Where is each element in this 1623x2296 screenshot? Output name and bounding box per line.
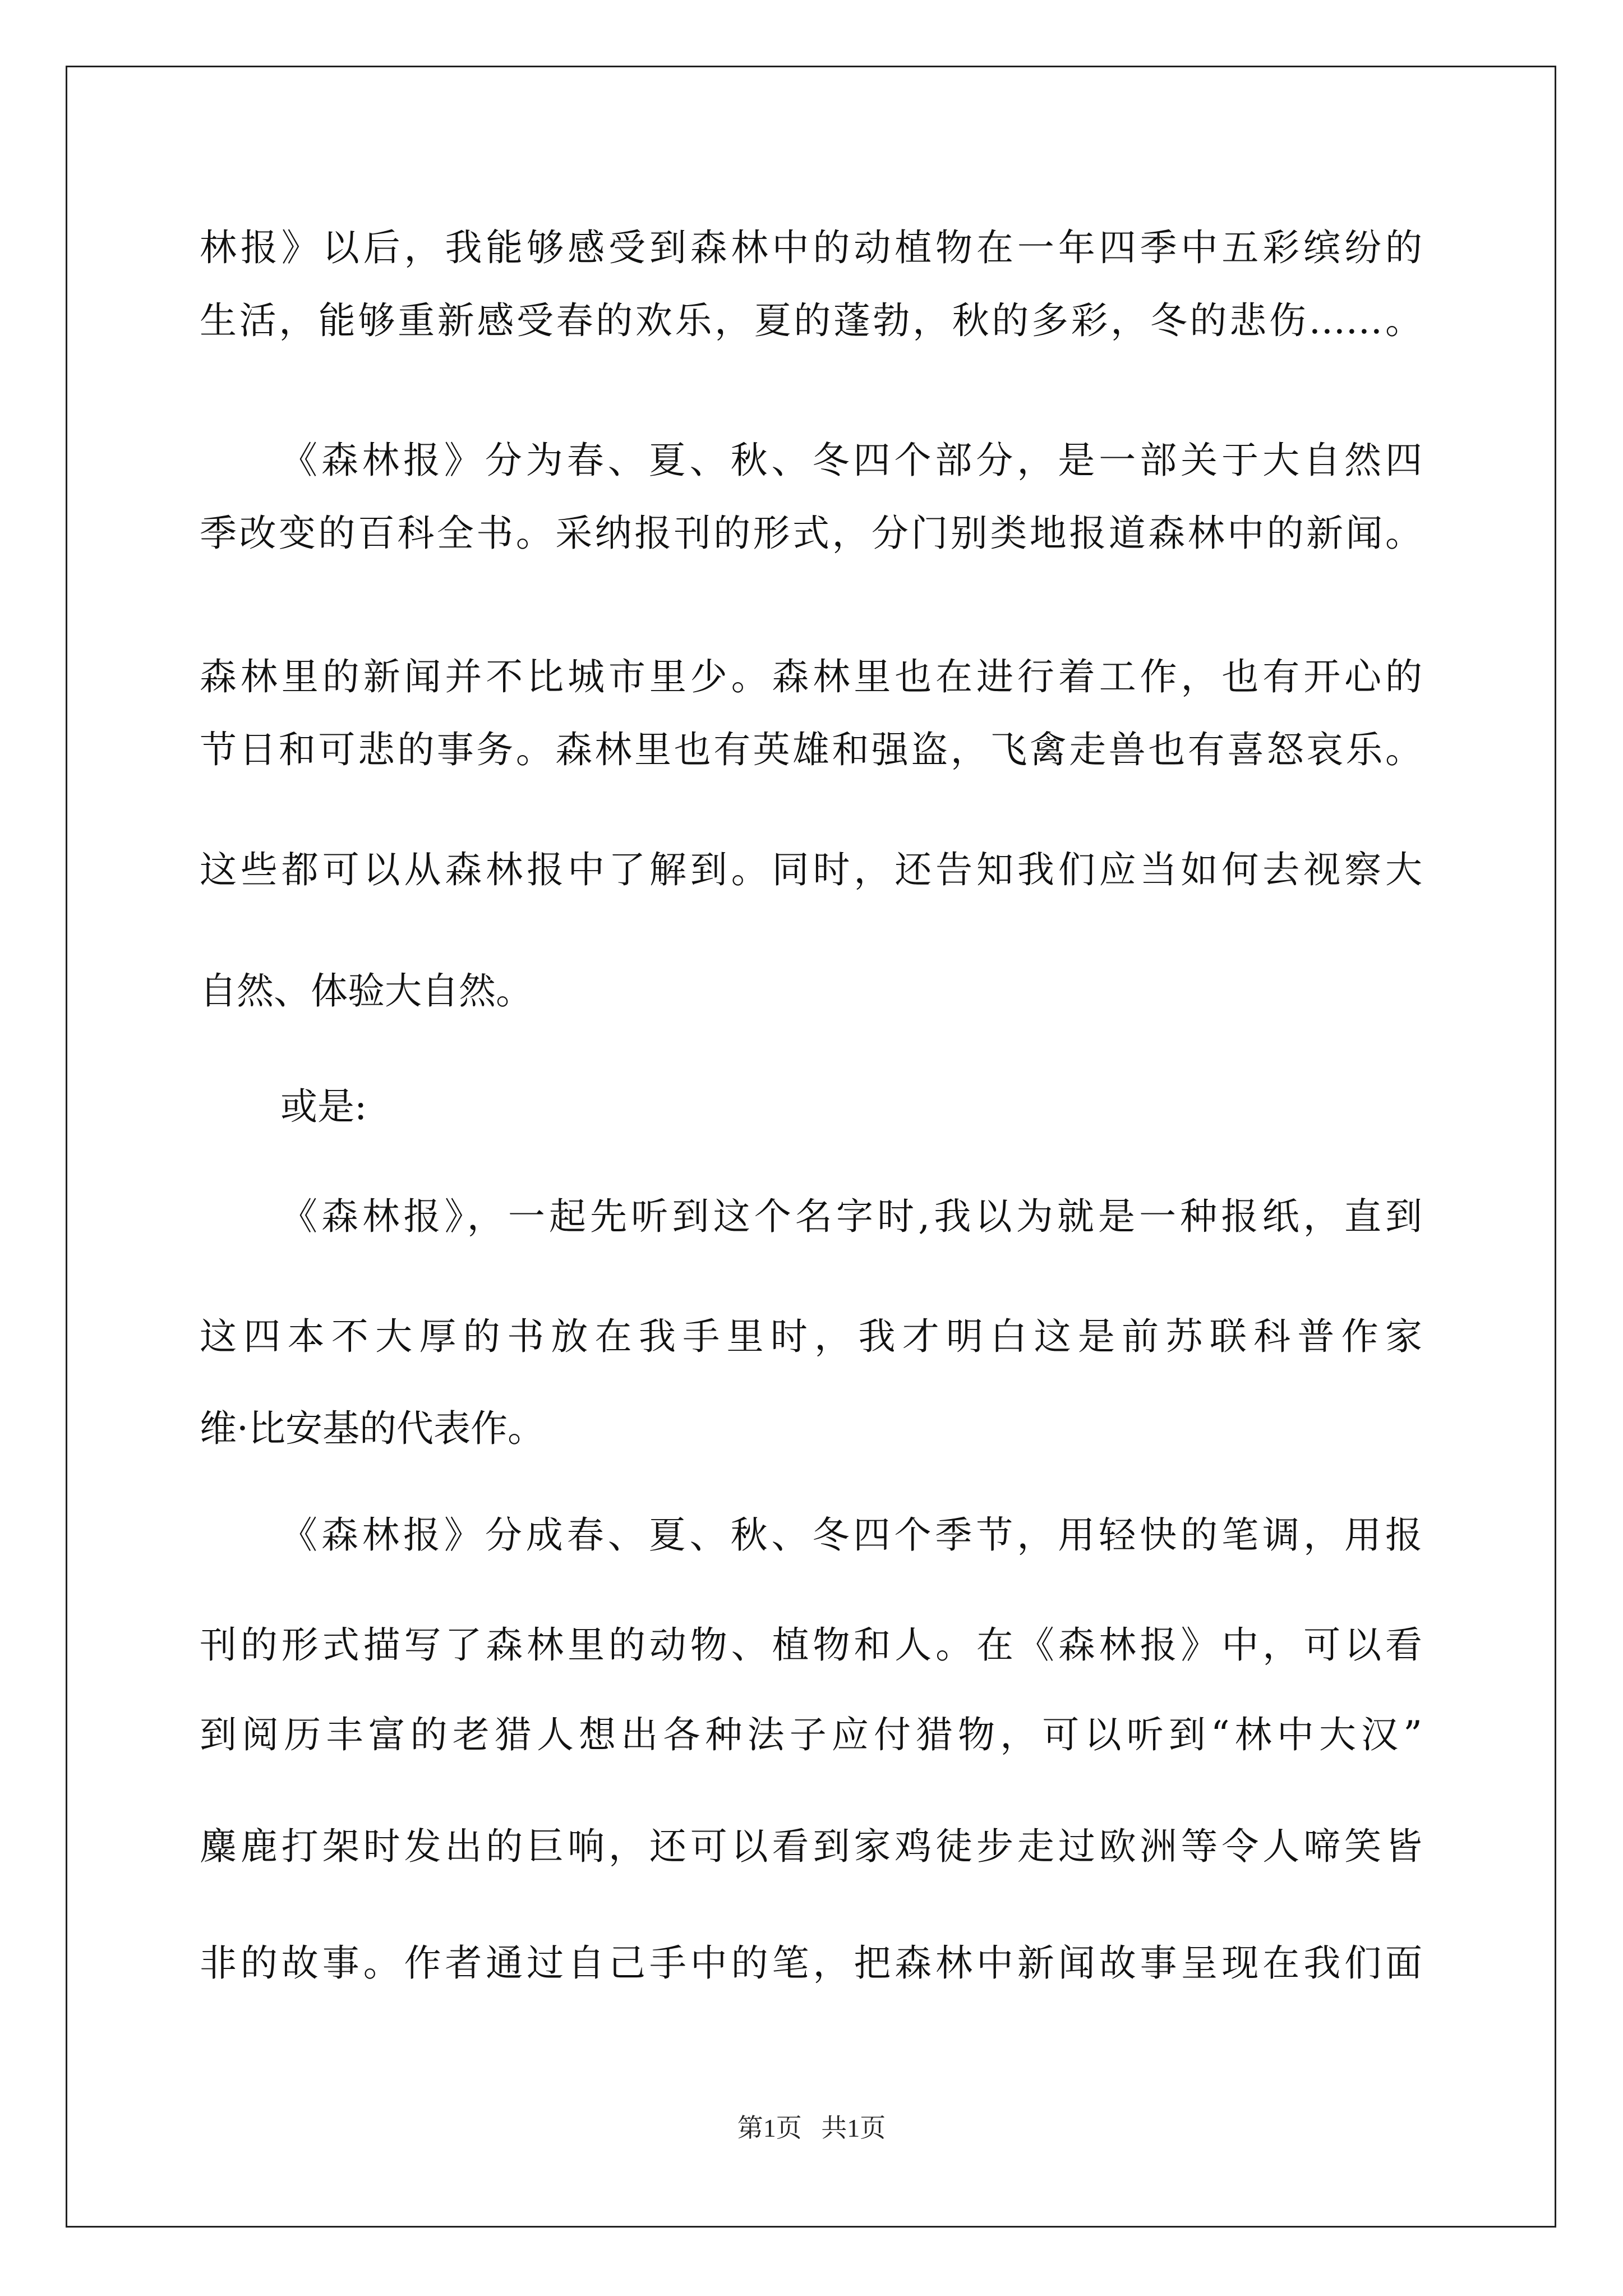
text-line: 节日和可悲的事务。森林里也有英雄和强盗，飞禽走兽也有喜怒哀乐。 [200,728,1422,771]
text-line: 季改变的百科全书。采纳报刊的形式，分门别类地报道森林中的新闻。 [200,512,1422,555]
text-line: 《森林报》分成春、夏、秋、冬四个季节，用轻快的笔调，用报 [280,1513,1422,1557]
text-line: 这四本不大厚的书放在我手里时，我才明白这是前苏联科普作家 [200,1315,1422,1358]
page-footer: 第1页 共1页 [737,2114,886,2142]
page-border [66,66,1556,2228]
text-line: 森林里的新闻并不比城市里少。森林里也在进行着工作，也有开心的 [200,655,1422,698]
text-line: 麋鹿打架时发出的巨响，还可以看到家鸡徒步走过欧洲等令人啼笑皆 [200,1825,1422,1868]
text-line: 自然、体验大自然。 [200,969,533,1013]
text-line: 《森林报》，一起先听到这个名字时,我以为就是一种报纸，直到 [280,1195,1422,1238]
text-line: 非的故事。作者通过自己手中的笔，把森林中新闻故事呈现在我们面 [200,1941,1422,1985]
text-line: 到阅历丰富的老猎人想出各种法子应付猎物，可以听到“林中大汉” [200,1713,1422,1756]
text-line: 或是: [280,1085,367,1128]
text-line: 生活，能够重新感受春的欢乐，夏的蓬勃，秋的多彩，冬的悲伤……。 [200,299,1422,342]
text-line: 林报》以后，我能够感受到森林中的动植物在一年四季中五彩缤纷的 [200,226,1422,269]
text-line: 《森林报》分为春、夏、秋、冬四个部分，是一部关于大自然四 [280,439,1422,482]
text-line: 这些都可以从森林报中了解到。同时，还告知我们应当如何去视察大 [200,848,1422,891]
text-line: 维·比安基的代表作。 [200,1407,545,1450]
text-line: 刊的形式描写了森林里的动物、植物和人。在《森林报》中，可以看 [200,1623,1422,1667]
